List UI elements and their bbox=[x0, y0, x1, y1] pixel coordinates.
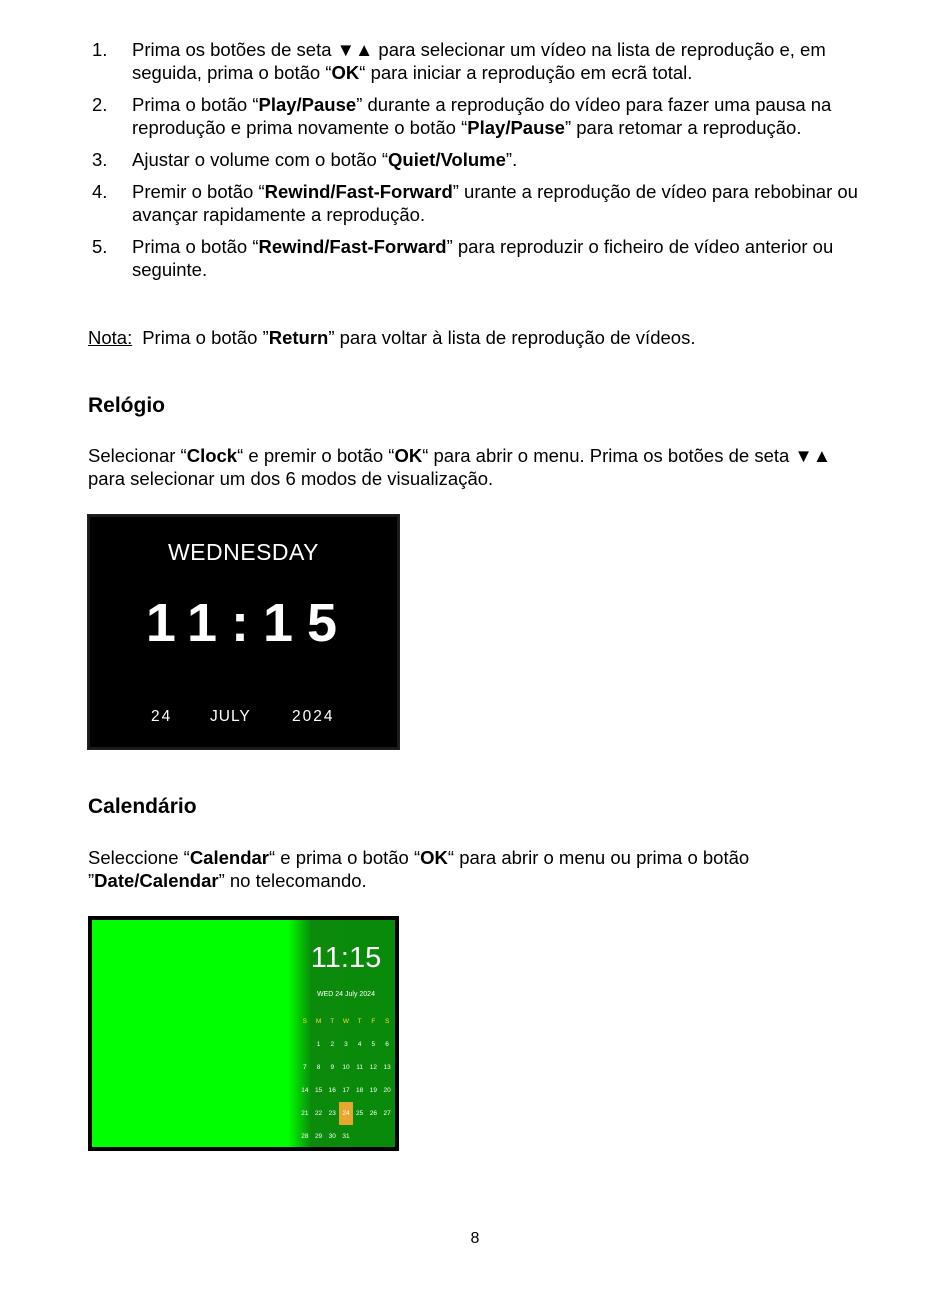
clock-display-image bbox=[88, 515, 399, 749]
calendar-day: 31 bbox=[342, 1133, 350, 1140]
step-number: 1. bbox=[92, 39, 108, 60]
step-1 bbox=[88, 38, 878, 84]
calendar-weekday: S bbox=[302, 1018, 308, 1025]
calendar-day bbox=[380, 1125, 394, 1148]
calendar-day: 20 bbox=[383, 1087, 391, 1094]
calendar-day: 17 bbox=[342, 1087, 350, 1094]
calendar-day: 13 bbox=[383, 1064, 391, 1071]
step-3 bbox=[88, 148, 878, 171]
note-text: Prima o botão ”Return” para voltar à lista de reprodução de vídeos. bbox=[142, 327, 696, 348]
calendar-day: 7 bbox=[303, 1064, 307, 1071]
calendar-day: 30 bbox=[328, 1133, 336, 1140]
step-text: Prima o botão “Play/Pause” durante a reprodução do vídeo para fazer uma pausa na reprodução e prima novamente o botão “Play/Pause” para retomar a reprodução. bbox=[132, 94, 832, 138]
calendar-photo-area bbox=[92, 920, 297, 1147]
calendar-day: 8 bbox=[316, 1064, 321, 1071]
calendar-day: 19 bbox=[369, 1087, 377, 1094]
step-text: Premir o botão “Rewind/Fast-Forward” urante a reprodução de vídeo para rebobinar ou avançar rapidamente a reprodução. bbox=[132, 181, 858, 225]
calendar-weekday: T bbox=[357, 1018, 362, 1025]
calendar-day: 26 bbox=[369, 1110, 377, 1117]
calendar-paragraph: Seleccione “Calendar“ e prima o botão “OK“ para abrir o menu ou prima o botão ”Date/Calendar” no telecomando. bbox=[88, 847, 750, 891]
calendar-day: 15 bbox=[314, 1087, 323, 1094]
calendar-day: 22 bbox=[314, 1110, 323, 1117]
step-text: Prima o botão “Rewind/Fast-Forward” para reproduzir o ficheiro de vídeo anterior ou seguinte. bbox=[132, 236, 834, 280]
clock-date-month: JULY bbox=[210, 708, 251, 725]
calendar-day: 10 bbox=[342, 1064, 350, 1071]
calendar-weekday: M bbox=[315, 1018, 322, 1025]
calendar-day: 21 bbox=[301, 1110, 309, 1117]
calendar-day bbox=[367, 1125, 381, 1148]
calendar-day: 28 bbox=[301, 1133, 309, 1140]
step-number: 3. bbox=[92, 149, 108, 170]
calendar-day: 25 bbox=[356, 1110, 364, 1117]
calendar-day: 27 bbox=[383, 1110, 391, 1117]
clock-day: WEDNESDAY bbox=[167, 539, 320, 565]
calendar-day: 2 bbox=[330, 1041, 335, 1048]
calendar-day: 1 bbox=[316, 1041, 321, 1048]
calendar-day: 6 bbox=[385, 1041, 389, 1048]
step-number: 5. bbox=[92, 236, 108, 257]
clock-time: 11:15 bbox=[145, 593, 352, 653]
calendar-day: 16 bbox=[328, 1087, 336, 1094]
calendar-weekday: S bbox=[384, 1018, 390, 1025]
step-text: Ajustar o volume com o botão “Quiet/Volume”. bbox=[132, 149, 518, 170]
step-text: Prima os botões de seta ▼▲ para selecionar um vídeo na lista de reprodução e, em seguida, prima o botão “OK“ para iniciar a reprodução em ecrã total. bbox=[132, 39, 826, 83]
calendar-day: 4 bbox=[357, 1041, 362, 1048]
calendar-heading: Calendário bbox=[88, 795, 197, 818]
calendar-day bbox=[298, 1033, 312, 1056]
calendar-day: 9 bbox=[330, 1064, 335, 1071]
calendar-day: 5 bbox=[371, 1041, 376, 1048]
note bbox=[88, 326, 695, 349]
clock-paragraph: Selecionar “Clock“ e premir o botão “OK“ para abrir o menu. Prima os botões de seta ▼▲ para selecionar um dos 6 modos de visualização. bbox=[88, 445, 832, 489]
calendar-day: 29 bbox=[314, 1133, 323, 1140]
calendar-day: 14 bbox=[301, 1087, 309, 1094]
clock-date-year: 2024 bbox=[292, 708, 335, 725]
page-number: 8 bbox=[470, 1230, 480, 1247]
calendar-date: WED 24 July 2024 bbox=[317, 991, 375, 998]
calendar-weekday: T bbox=[330, 1018, 335, 1025]
calendar-day: 11 bbox=[356, 1064, 364, 1071]
calendar-time: 11:15 bbox=[310, 942, 382, 974]
calendar-day: 3 bbox=[344, 1041, 348, 1048]
calendar-day: 18 bbox=[356, 1087, 364, 1094]
calendar-day: 24 bbox=[339, 1102, 353, 1125]
step-2 bbox=[88, 93, 878, 139]
instruction-list bbox=[88, 38, 878, 290]
calendar-day: 12 bbox=[369, 1064, 377, 1071]
calendar-grid bbox=[298, 1010, 394, 1148]
calendar-day bbox=[353, 1125, 367, 1148]
step-4 bbox=[88, 180, 878, 226]
step-number: 2. bbox=[92, 94, 108, 115]
step-number: 4. bbox=[92, 181, 108, 202]
clock-heading: Relógio bbox=[88, 394, 165, 417]
calendar-weekday: W bbox=[342, 1018, 350, 1025]
note-label: Nota: bbox=[88, 327, 133, 348]
step-5 bbox=[88, 235, 878, 281]
calendar-day: 23 bbox=[328, 1110, 336, 1117]
clock-date-day: 24 bbox=[151, 708, 173, 725]
calendar-display-image bbox=[88, 916, 399, 1151]
calendar-weekday: F bbox=[371, 1018, 376, 1025]
